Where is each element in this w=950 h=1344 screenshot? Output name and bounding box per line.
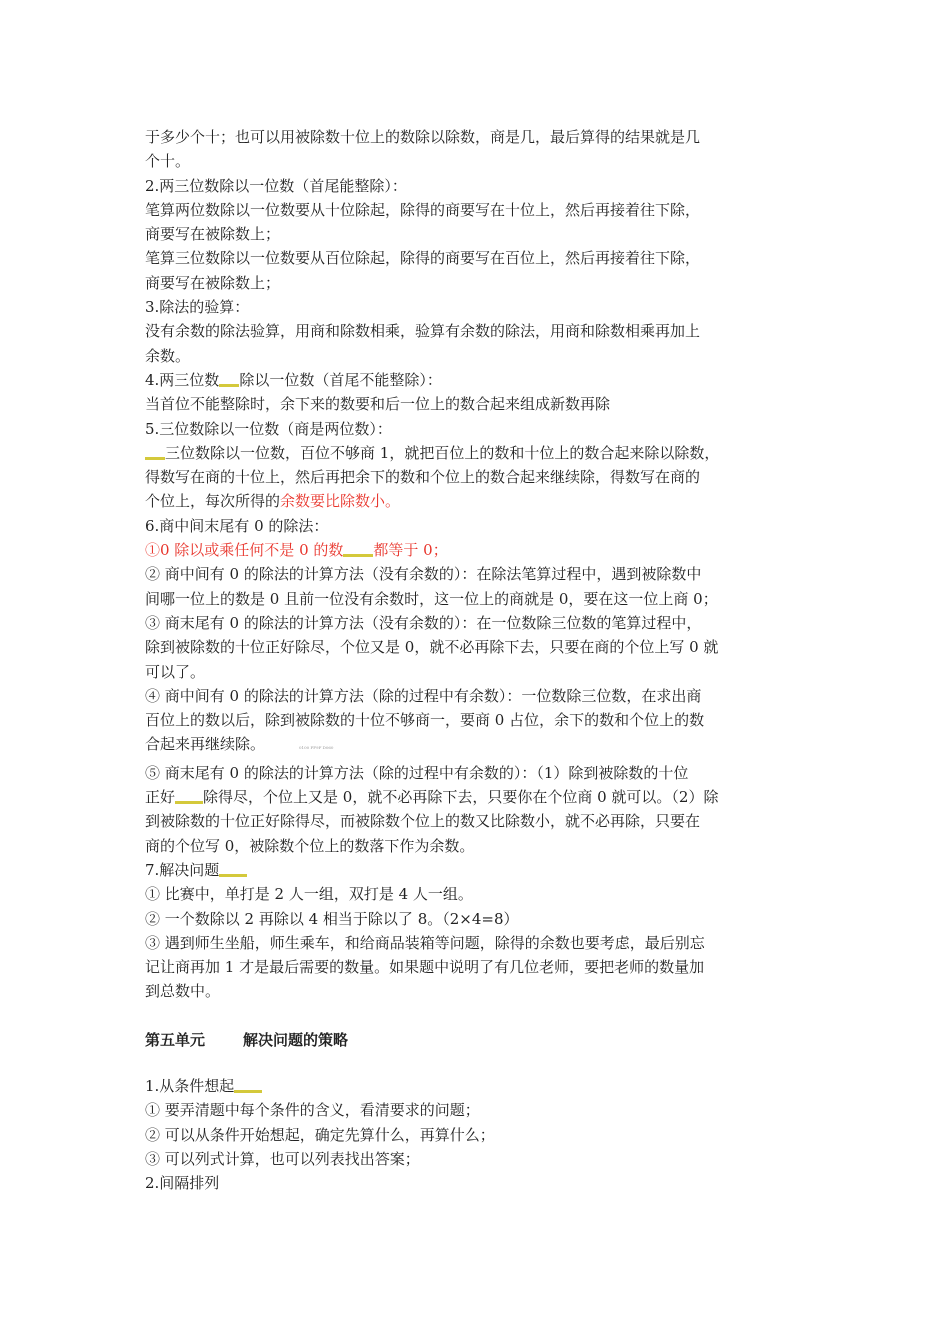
text-line: ③ 商末尾有 0 的除法的计算方法（没有余数的）：在一位数除三位数的笔算过程中，: [145, 613, 702, 632]
document-page: [145, 125, 825, 1195]
subheading: 2.间隔排列: [145, 1174, 220, 1193]
subheading: 2.两三位数除以一位数（首尾能整除）：: [145, 176, 407, 195]
unit-label: 第五单元: [145, 1030, 206, 1049]
text-fragment: 除以一位数（首尾不能整除）：: [239, 370, 442, 389]
highlight-mark: [219, 874, 247, 877]
subheading: [145, 858, 825, 882]
highlight-mark: [175, 801, 203, 804]
tiny-code-text: 0100 FF9F D060: [299, 745, 334, 751]
text-line: 个十。: [145, 152, 191, 171]
text-line: 商的个位写 0，被除数个位上的数落下作为余数。: [145, 836, 475, 855]
emphasis-line: [145, 538, 825, 562]
unit-name: 解决问题的策略: [243, 1030, 349, 1049]
subheading: [145, 1074, 825, 1098]
text-line: [145, 785, 825, 809]
text-fragment: ①0 除以或乘任何不是 0 的数: [145, 541, 344, 560]
text-line: 百位上的数以后，除到被除数的十位不够商一，要商 0 占位，余下的数和个位上的数: [145, 711, 705, 730]
text-line: 得数写在商的十位上，然后再把余下的数和个位上的数合起来继续除，得数写在商的: [145, 468, 701, 487]
text-line: 可以了。: [145, 662, 206, 681]
text-line: 笔算两位数除以一位数要从十位除起，除得的商要写在十位上，然后再接着往下除，: [145, 200, 701, 219]
subheading: [145, 368, 825, 392]
text-line: ③ 遇到师生坐船，师生乘车，和给商品装箱等问题，除得的余数也要考虑，最后别忘: [145, 933, 705, 952]
text-line: [145, 489, 825, 513]
text-fragment: 三位数除以一位数，百位不够商 1，就把百位上的数和十位上的数合起来除以除数，: [165, 443, 720, 462]
highlight-mark: [219, 384, 239, 387]
text-line: ② 可以从条件开始想起，确定先算什么，再算什么；: [145, 1125, 495, 1144]
text-fragment: 个位上，每次所得的: [145, 492, 281, 511]
subheading: 5.三位数除以一位数（商是两位数）：: [145, 419, 392, 438]
text-fragment: 除得尽，个位上又是 0，就不必再除下去，只要你在个位商 0 就可以。（2）除: [203, 788, 719, 807]
text-line: 当首位不能整除时，余下来的数要和后一位上的数合起来组成新数再除: [145, 395, 611, 414]
text-line: 到总数中。: [145, 982, 221, 1001]
text-fragment: 4.两三位数: [145, 370, 220, 389]
text-fragment: 合起来再继续除。: [145, 735, 266, 754]
text-line: [145, 732, 825, 760]
text-line: [145, 441, 825, 465]
text-line: 到被除数的十位正好除得尽，而被除数个位上的数又比除数小，就不必再除，只要在: [145, 812, 701, 831]
text-line: ④ 商中间有 0 的除法的计算方法（除的过程中有余数）：一位数除三位数，在求出商: [145, 686, 702, 705]
text-fragment: 1.从条件想起: [145, 1076, 235, 1095]
emphasis-text: 余数要比除数小。: [280, 492, 401, 511]
section-title: [145, 1028, 825, 1052]
text-line: ⑤ 商末尾有 0 的除法的计算方法（除的过程中有余数的）：（1）除到被除数的十位: [145, 763, 689, 782]
text-line: 商要写在被除数上；: [145, 225, 281, 244]
subheading: 6.商中间末尾有 0 的除法：: [145, 516, 329, 535]
text-line: 笔算三位数除以一位数要从百位除起，除得的商要写在百位上，然后再接着往下除，: [145, 249, 701, 268]
text-line: 除到被除数的十位正好除尽，个位又是 0，就不必再除下去，只要在商的个位上写 0 就: [145, 638, 719, 657]
text-line: 记让商再加 1 才是最后需要的数量。如果题中说明了有几位老师，要把老师的数量加: [145, 958, 705, 977]
text-line: 余数。: [145, 346, 191, 365]
text-line: ① 比赛中，单打是 2 人一组，双打是 4 人一组。: [145, 885, 473, 904]
text-fragment: 正好: [145, 788, 176, 807]
text-line: ② 商中间有 0 的除法的计算方法（没有余数的）：在除法笔算过程中，遇到被除数中: [145, 565, 702, 584]
text-line: 于多少个十；也可以用被除数十位上的数除以除数，商是几，最后算得的结果就是几: [145, 128, 701, 146]
text-line: ① 要弄清题中每个条件的含义，看清要求的问题；: [145, 1101, 480, 1120]
highlight-mark: [343, 554, 373, 557]
highlight-mark: [145, 457, 165, 460]
text-line: 间哪一位上的数是 0 且前一位没有余数时，这一位上的商就是 0，要在这一位上商 0；: [145, 589, 718, 608]
text-fragment: 7.解决问题: [145, 860, 220, 879]
text-line: 商要写在被除数上；: [145, 273, 281, 292]
text-line: ③ 可以列式计算，也可以列表找出答案；: [145, 1149, 420, 1168]
highlight-mark: [234, 1090, 262, 1093]
text-fragment: 都等于 0；: [373, 541, 448, 560]
text-line: 没有余数的除法验算，用商和除数相乘，验算有余数的除法，用商和除数相乘再加上: [145, 322, 701, 341]
subheading: 3.除法的验算：: [145, 298, 250, 317]
text-line: ② 一个数除以 2 再除以 4 相当于除以了 8。（2×4=8）: [145, 909, 519, 928]
